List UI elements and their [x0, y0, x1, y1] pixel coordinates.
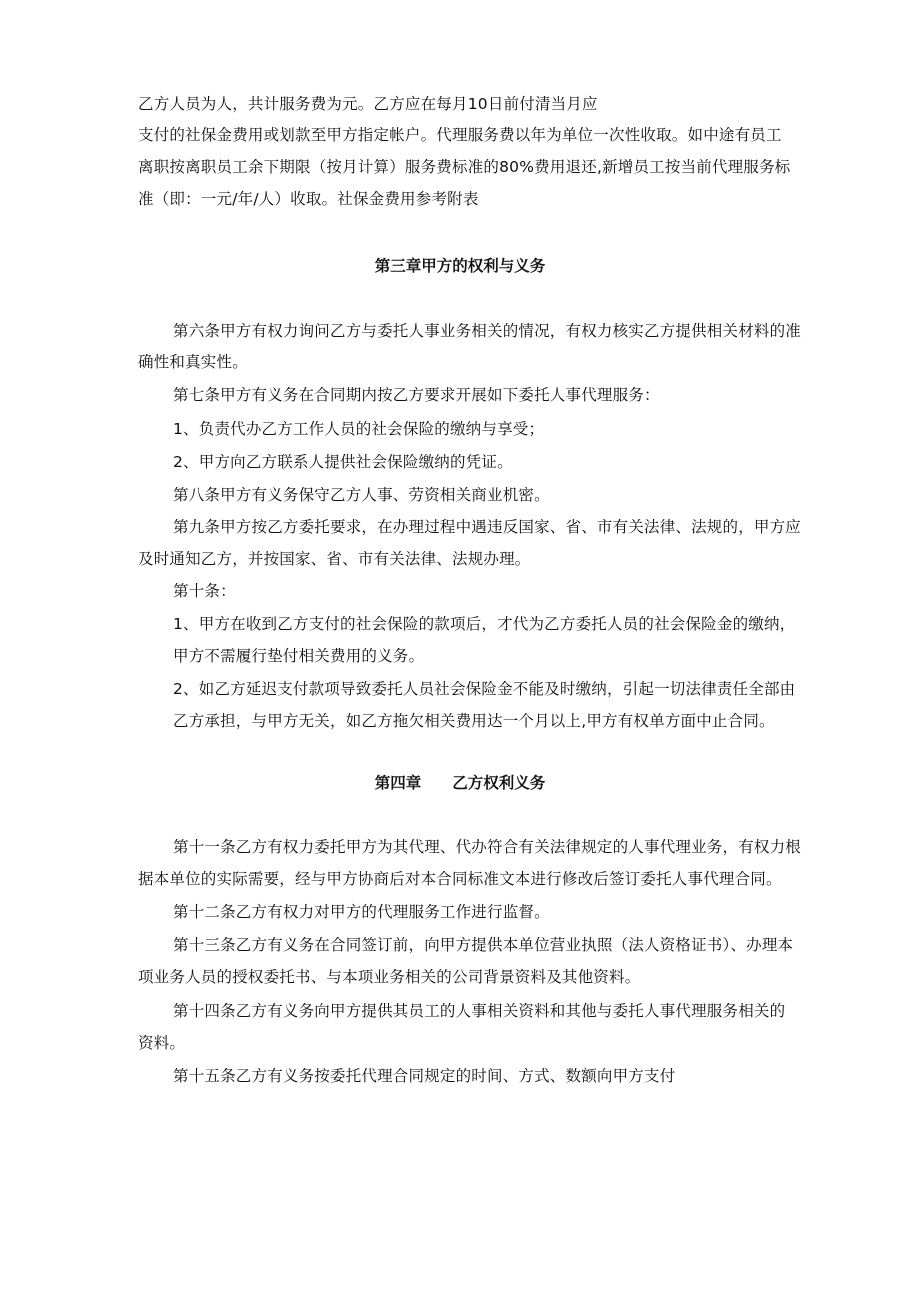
article-10-item-2-line-1: 2、如乙方延迟支付款项导致委托人员社会保险金不能及时缴纳，引起一切法律责任全部由: [173, 680, 796, 698]
intro-line-1: 乙方人员为人，共计服务费为元。乙方应在每月10日前付清当月应: [138, 95, 598, 113]
article-11-line-2: 据本单位的实际需要，经与甲方协商后对本合同标准文本进行修改后签订委托人事代理合同。: [138, 870, 782, 888]
article-6-line-1: 第六条甲方有权力询问乙方与委托人事业务相关的情况，有权力核实乙方提供相关材料的准: [173, 322, 802, 340]
article-8: 第八条甲方有义务保守乙方人事、劳资相关商业机密。: [173, 486, 550, 504]
article-7: 第七条甲方有义务在合同期内按乙方要求开展如下委托人事代理服务：: [173, 386, 660, 404]
article-12: 第十二条乙方有权力对甲方的代理服务工作进行监督。: [173, 903, 550, 921]
article-13-line-1: 第十三条乙方有义务在合同签订前，向甲方提供本单位营业执照（法人资格证书）、办理本: [173, 936, 794, 954]
article-10: 第十条：: [173, 582, 236, 600]
article-15: 第十五条乙方有义务按委托代理合同规定的时间、方式、数额向甲方支付: [173, 1067, 676, 1085]
article-10-item-1-line-1: 1、甲方在收到乙方支付的社会保险的款项后，才代为乙方委托人员的社会保险金的缴纳，: [173, 615, 796, 633]
article-14-line-2: 资料。: [138, 1034, 186, 1052]
chapter-3-title: 第三章甲方的权利与义务: [374, 257, 546, 275]
article-7-item-2: 2、甲方向乙方联系人提供社会保险缴纳的凭证。: [173, 453, 513, 471]
intro-line-2: 支付的社保金费用或划款至甲方指定帐户。代理服务费以年为单位一次性收取。如中途有员工: [138, 126, 782, 144]
intro-line-4: 准（即：一元/年/人）收取。社保金费用参考附表: [138, 190, 479, 208]
chapter-4-title: 第四章 乙方权利义务: [374, 774, 546, 792]
article-9-line-1: 第九条甲方按乙方委托要求，在办理过程中遇违反国家、省、市有关法律、法规的，甲方应: [173, 518, 802, 536]
article-13-line-2: 项业务人员的授权委托书、与本项业务相关的公司背景资料及其他资料。: [138, 968, 641, 986]
intro-line-3: 离职按离职员工余下期限（按月计算）服务费标准的80%费用退还,新增员工按当前代理服务标: [138, 158, 791, 176]
article-14-line-1: 第十四条乙方有义务向甲方提供其员工的人事相关资料和其他与委托人事代理服务相关的: [173, 1002, 786, 1020]
article-9-line-2: 及时通知乙方，并按国家、省、市有关法律、法规办理。: [138, 550, 531, 568]
article-10-item-2-line-2: 乙方承担，与甲方无关，如乙方拖欠相关费用达一个月以上,甲方有权单方面中止合同。: [173, 712, 775, 730]
article-11-line-1: 第十一条乙方有权力委托甲方为其代理、代办符合有关法律规定的人事代理业务，有权力根: [173, 838, 802, 856]
article-6-line-2: 确性和真实性。: [138, 353, 248, 371]
article-7-item-1: 1、负责代办乙方工作人员的社会保险的缴纳与享受；: [173, 420, 545, 438]
article-10-item-1-line-2: 甲方不需履行垫付相关费用的义务。: [173, 647, 425, 665]
